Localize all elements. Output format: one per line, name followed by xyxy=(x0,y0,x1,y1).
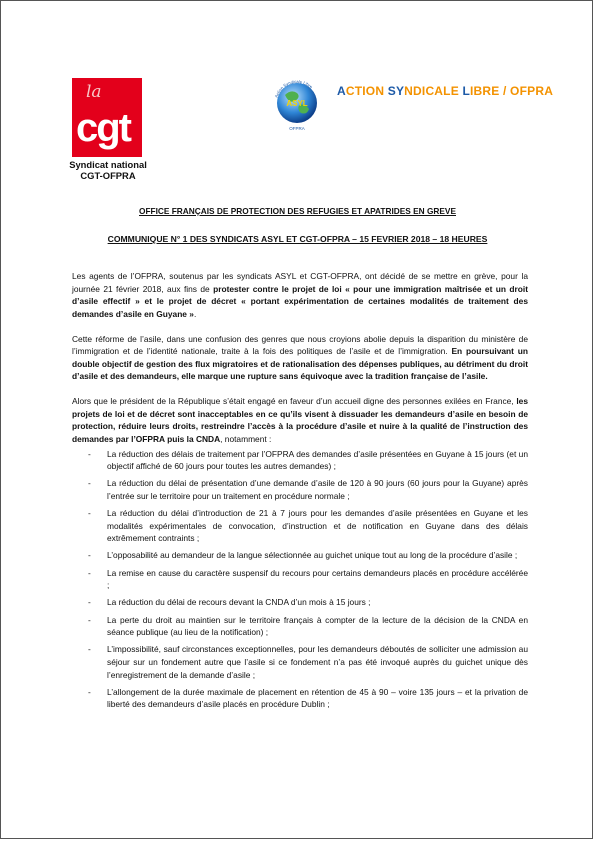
list-bullet: - xyxy=(88,550,91,561)
list-item-text: La réduction du délai de recours devant la CNDA d’un mois à 15 jours ; xyxy=(107,597,371,608)
cgt-logo xyxy=(72,78,142,157)
list-item-text: L’impossibilité, sauf circonstances exceptionnelles, pour les demandeurs déboutés de solliciter une admission au séjour sur un fondement autre que l’asile si ce fondement n’a pas été invoqué auprès du guichet unique dès l’enregistrement de la demande d’asile ; xyxy=(107,644,528,680)
list-item xyxy=(72,643,528,681)
list-bullet: - xyxy=(88,644,91,655)
list-item-text: L’allongement de la durée maximale de placement en rétention de 45 à 90 – voire 135 jours – et la privation de liberté des demandeurs d’asile placés en procédure Dublin ; xyxy=(107,686,528,710)
list-item xyxy=(72,507,528,545)
list-item-text: La réduction des délais de traitement par l’OFPRA des demandes d’asile présentées en Guyane à 15 jours (et un objectif affiché de 60 jours pour toutes les autres demandes) ; xyxy=(107,448,528,472)
asyl-globe-logo xyxy=(271,73,323,133)
list-bullet: - xyxy=(88,686,91,697)
p3-end: , notamment : xyxy=(220,433,272,444)
cgt-caption-line1: Syndicat national xyxy=(69,159,147,170)
list-item-text: La réduction du délai d’introduction de 21 à 7 jours pour les demandes d’asile présentées en Guyane et les modalités expérimentales de convocation, d’instruction et de notification en Guyane dans des délais extrêmement contraints ; xyxy=(107,508,528,544)
list-bullet: - xyxy=(88,448,91,459)
paragraph-1 xyxy=(72,270,528,320)
list-bullet: - xyxy=(88,597,91,608)
p1-bold: protester contre le projet de loi « pour une immigration maîtrisée et un droit d’asile effectif » et le projet de décret « portant expérimentation de certaines modalités de traitement des demandes d’asile en Guyane » xyxy=(72,283,528,319)
p1-end: . xyxy=(193,308,197,319)
cgt-caption xyxy=(63,159,153,181)
asyl-title-part: L xyxy=(462,84,470,98)
p1-text: Les agents de l’OFPRA, soutenus par les syndicats ASYL et CGT-OFPRA, ont décidé de se mettre en grève, pour la journée 21 février 2018, aux fins de xyxy=(72,271,528,294)
p2-bold: En poursuivant un double objectif de gestion des flux migratoires et de rationalisation des dépenses publiques, au détriment du droit d’asile et des demandeurs, elle marque une rupture sans équivoque avec la tradition française de l’asile. xyxy=(72,346,528,382)
asyl-title-part: CTION xyxy=(345,84,388,98)
list-bullet: - xyxy=(88,478,91,489)
cgt-logo-text: cgt xyxy=(76,106,130,150)
communique-title: COMMUNIQUE N° 1 DES SYNDICATS ASYL ET CGT-OFPRA – 15 FEVRIER 2018 – 18 HEURES xyxy=(107,234,488,244)
asyl-logo-mid-text: ASYL xyxy=(286,99,308,108)
list-bullet: - xyxy=(88,614,91,625)
list-bullet: - xyxy=(88,567,91,578)
list-bullet: - xyxy=(88,508,91,519)
paragraph-3 xyxy=(72,395,528,445)
asyl-logo-bottom-text: OFPRA xyxy=(289,126,305,131)
cgt-logo-script: la xyxy=(86,82,102,102)
list-item-text: La remise en cause du caractère suspensif du recours pour certains demandeurs placés en procédure accélérée ; xyxy=(107,567,528,591)
list-item-text: La perte du droit au maintien sur le territoire français à compter de la lecture de la décision de la CNDA en séance publique (au lieu de la notification) ; xyxy=(107,614,528,638)
p2-text: Cette réforme de l’asile, dans une confusion des genres que nous croyions abolie depuis la disparition du ministère de l’immigration et de l’identité nationale, traite à la fois des politiques de l’asile et de l’immigration. xyxy=(72,333,528,357)
p3-bold: les projets de loi et de décret sont inacceptables en ce qu’ils visent à dissuader les demandeurs d’asile en besoin de protection, réduire leurs droits, restreindre l’accès à la procédure d’asile et nuire à la qualité de l’instruction des demandes par l’OFPRA puis la CNDA xyxy=(72,396,528,444)
p3-text: Alors que le président de la République s’était engagé en faveur d’un accueil digne des personnes exilées en France, xyxy=(72,396,517,407)
paragraph-2 xyxy=(72,333,528,383)
cgt-caption-line2: CGT-OFPRA xyxy=(80,170,136,181)
list-item xyxy=(72,448,528,473)
list-item xyxy=(72,596,528,609)
asyl-title-part: A xyxy=(337,84,346,98)
list-item xyxy=(72,614,528,639)
asyl-logo-arc-text: Action Syndicale Libre xyxy=(273,78,314,99)
document-title: OFFICE FRANÇAIS DE PROTECTION DES REFUGIES ET APATRIDES EN GREVE xyxy=(139,206,456,216)
list-item xyxy=(72,567,528,592)
asyl-title-part: SY xyxy=(387,84,405,98)
list-item-text: La réduction du délai de présentation d’une demande d’asile de 120 à 90 jours (60 jours pour la Guyane) après l’entrée sur le territoire pour un traitement en procédure normale ; xyxy=(107,478,528,501)
measures-list xyxy=(72,448,528,711)
list-item xyxy=(72,686,528,711)
list-item-text: L’opposabilité au demandeur de la langue sélectionnée au guichet unique tout au long de la procédure d’asile ; xyxy=(107,550,518,561)
list-item xyxy=(72,477,528,502)
document-body xyxy=(72,270,528,716)
asyl-title xyxy=(337,84,553,98)
asyl-title-part: IBRE / OFPRA xyxy=(469,84,554,98)
list-item xyxy=(72,549,528,562)
asyl-title-part: NDICALE xyxy=(404,84,463,98)
